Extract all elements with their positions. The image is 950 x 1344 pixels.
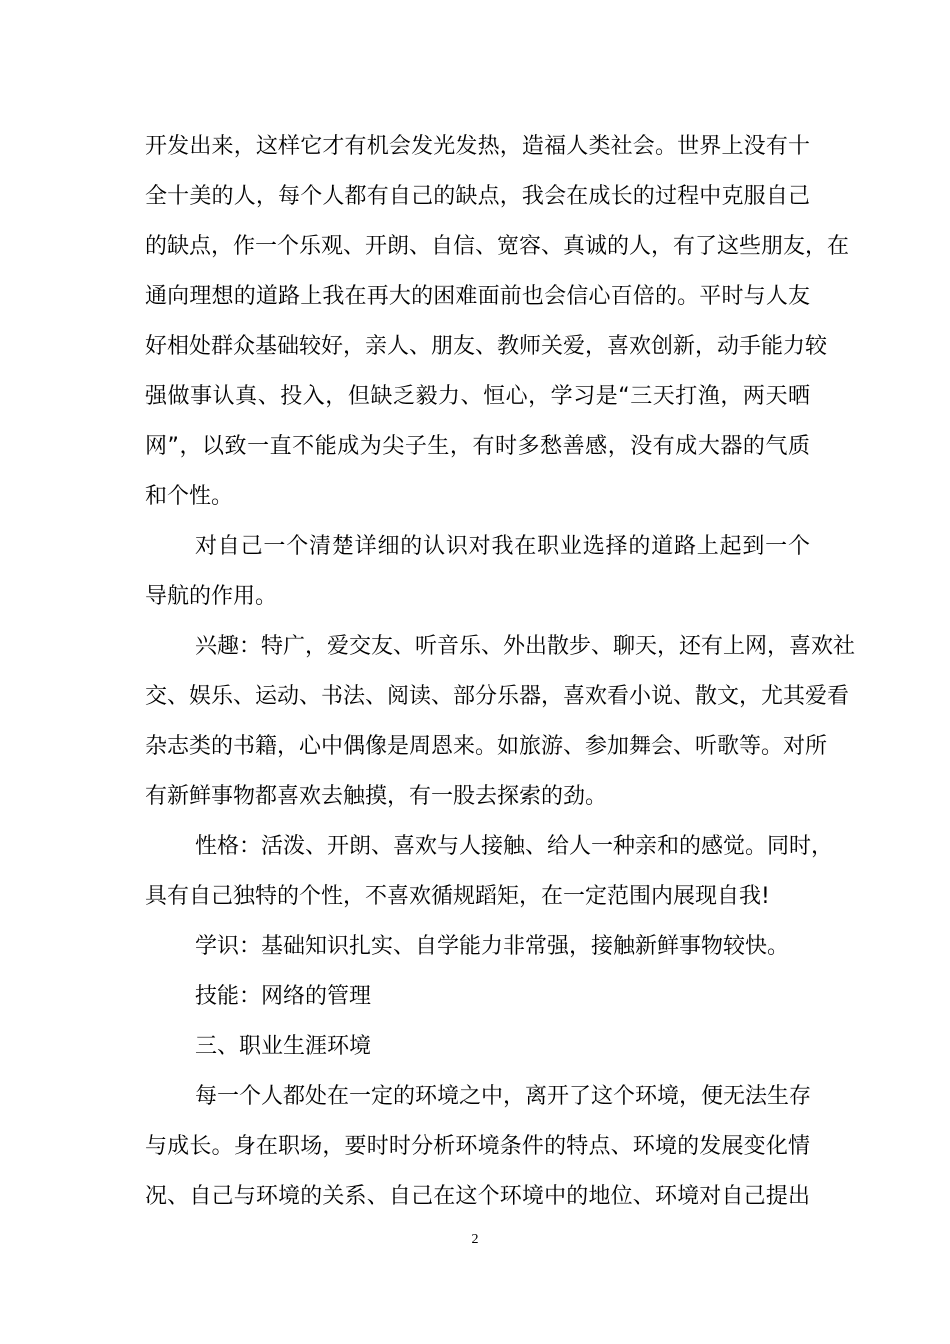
text-line: 网”，以致一直不能成为尖子生，有时多愁善感，没有成大器的气质 [145, 434, 810, 459]
document-body [145, 122, 856, 1222]
text-line: 全十美的人，每个人都有自己的缺点，我会在成长的过程中克服自己 [145, 184, 810, 209]
text-line: 导航的作用。 [145, 584, 278, 609]
text-line: 学识：基础知识扎实、自学能力非常强，接触新鲜事物较快。 [195, 934, 790, 959]
text-line: 杂志类的书籍，心中偶像是周恩来。如旅游、参加舞会、听歌等。对所 [145, 734, 828, 759]
text-line: 与成长。身在职场，要时时分析环境条件的特点、环境的发展变化情 [145, 1134, 810, 1159]
text-line: 和个性。 [145, 484, 234, 509]
text-line: 有新鲜事物都喜欢去触摸，有一股去探索的劲。 [145, 784, 608, 809]
text-line: 好相处群众基础较好，亲人、朋友、教师关爱，喜欢创新，动手能力较 [145, 334, 828, 359]
text-line: 兴趣：特广，爱交友、听音乐、外出散步、聊天，还有上网，喜欢社 [195, 634, 856, 659]
text-line: 技能：网络的管理 [195, 984, 372, 1009]
text-line: 开发出来，这样它才有机会发光发热，造福人类社会。世界上没有十 [145, 134, 810, 159]
text-line: 每一个人都处在一定的环境之中，离开了这个环境，便无法生存 [195, 1084, 812, 1109]
text-line: 交、娱乐、运动、书法、阅读、部分乐器，喜欢看小说、散文，尤其爱看 [145, 684, 850, 709]
text-line: 强做事认真、投入，但缺乏毅力、恒心，学习是“三天打渔，两天晒 [145, 384, 810, 409]
section-heading: 三、职业生涯环境 [195, 1034, 372, 1059]
text-line: 的缺点，作一个乐观、开朗、自信、宽容、真诚的人，有了这些朋友，在 [145, 234, 850, 259]
page-number: 2 [471, 1232, 479, 1247]
text-line: 对自己一个清楚详细的认识对我在职业选择的道路上起到一个 [195, 534, 810, 559]
text-line: 通向理想的道路上我在再大的困难面前也会信心百倍的。平时与人友 [145, 284, 810, 309]
text-line: 具有自己独特的个性，不喜欢循规蹈矩，在一定范围内展现自我! [145, 884, 770, 909]
text-line: 性格：活泼、开朗、喜欢与人接触、给人一种亲和的感觉。同时， [195, 834, 834, 859]
text-line: 况、自己与环境的关系、自己在这个环境中的地位、环境对自己提出 [145, 1184, 810, 1209]
